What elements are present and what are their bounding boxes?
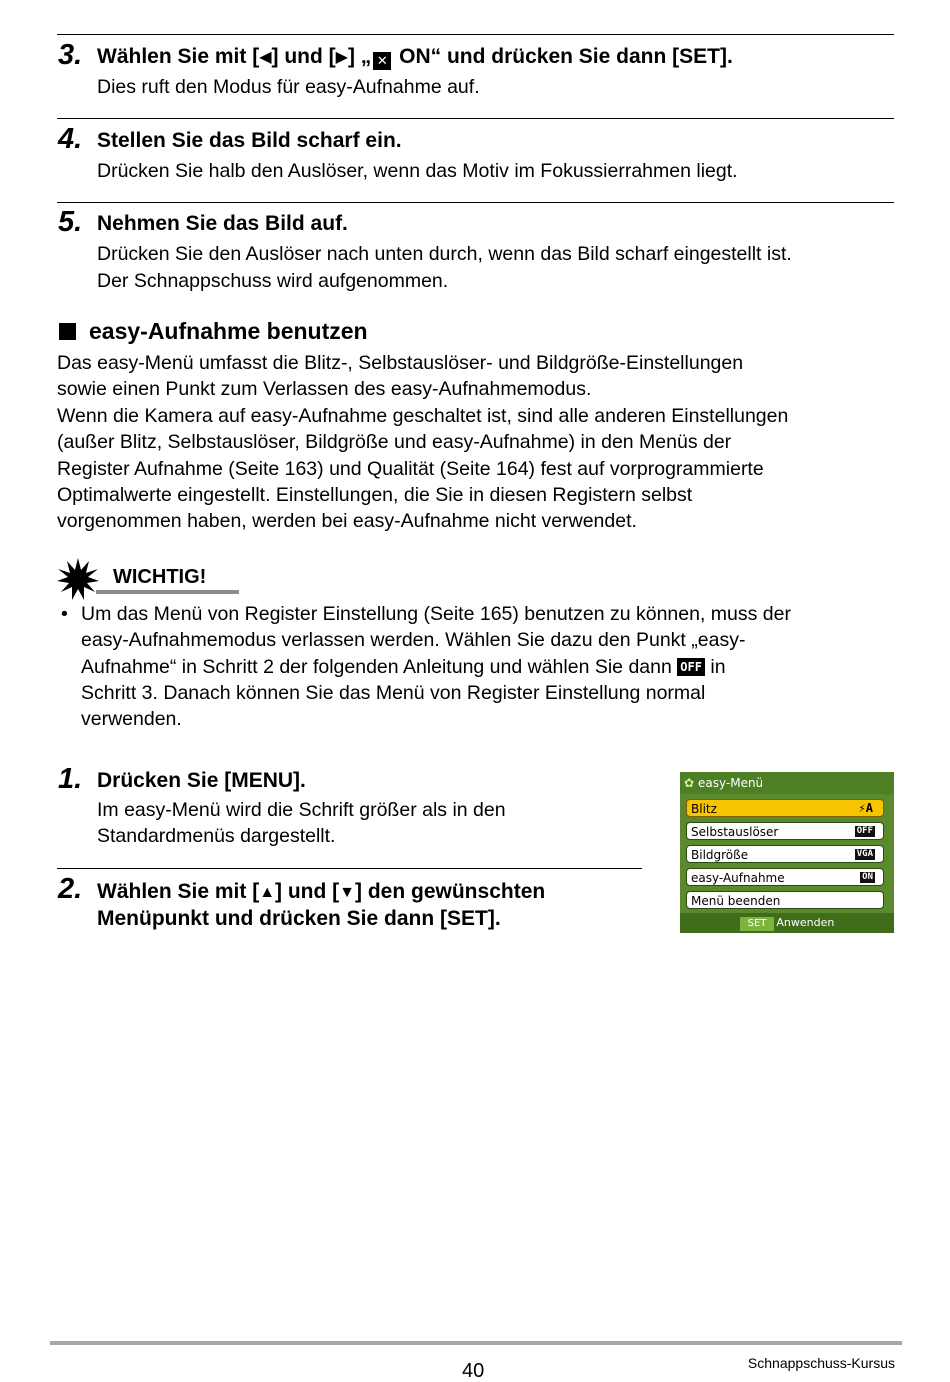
- camera-menu-item-label: Menü beenden: [691, 894, 781, 908]
- camera-menu-footer: [680, 913, 894, 933]
- section-paragraph-1-line1: Das easy-Menü umfasst die Blitz-, Selbstauslöser- und Bildgröße-Einstellungen: [57, 352, 744, 374]
- right-arrow-icon: ▶: [335, 49, 348, 66]
- step-2-title-line1: [97, 878, 545, 906]
- important-line5: verwenden.: [81, 708, 182, 730]
- important-line3: [81, 654, 726, 681]
- divider: [57, 202, 894, 203]
- important-burst-icon: [57, 558, 99, 600]
- camera-menu-item-label: Bildgröße: [691, 848, 749, 862]
- camera-menu-item-value: ON: [862, 872, 873, 882]
- important-line1: Um das Menü von Register Einstellung (Seite 165) benutzen zu können, muss der: [81, 603, 791, 625]
- section-paragraph-2-line2: (außer Blitz, Selbstauslöser, Bildgröße und easy-Aufnahme) in den Menüs der: [57, 431, 732, 453]
- step-5-number: 5.: [58, 206, 83, 238]
- step-5-text-line1: Drücken Sie den Auslöser nach unten durch, wenn das Bild scharf eingestellt ist.: [97, 243, 792, 265]
- camera-menu-screen: [680, 772, 894, 933]
- section-paragraph-2-line4: Optimalwerte eingestellt. Einstellungen, die Sie in diesen Registern selbst: [57, 484, 693, 506]
- step-2-number: 2.: [58, 873, 83, 905]
- step-3-title: [97, 43, 733, 71]
- camera-menu-item-easy-aufnahme: [686, 868, 884, 886]
- flash-auto-icon: ⚡A: [858, 801, 873, 815]
- easy-menu-icon: ✿: [684, 776, 695, 790]
- section-heading: easy-Aufnahme benutzen: [89, 318, 368, 344]
- important-line3-pre: Aufnahme“ in Schritt 2 der folgenden Anleitung und wählen Sie dann: [81, 656, 672, 678]
- step-3-number: 3.: [58, 39, 83, 71]
- step-3-text: Dies ruft den Modus für easy-Aufnahme auf.: [97, 76, 480, 98]
- up-arrow-icon: ▲: [259, 884, 276, 901]
- step-5-text-line2: Der Schnappschuss wird aufgenommen.: [97, 270, 449, 292]
- easy-mode-icon: ✕: [373, 52, 391, 70]
- footer-rule: [50, 1341, 902, 1345]
- camera-menu-item-label: Selbstauslöser: [691, 825, 779, 839]
- camera-menu-item-value: OFF: [856, 826, 873, 836]
- divider: [57, 34, 894, 35]
- left-arrow-icon: ◀: [259, 49, 272, 66]
- camera-menu-item-selbstausloeser: [686, 822, 884, 840]
- section-paragraph-2-line5: vorgenommen haben, werden bei easy-Aufnahme nicht verwendet.: [57, 510, 637, 532]
- camera-menu-item-value: VGA: [856, 849, 873, 859]
- important-label: WICHTIG!: [113, 566, 207, 588]
- camera-set-key: SET: [740, 917, 775, 931]
- divider: [57, 118, 894, 119]
- camera-menu-item-menue-beenden: [686, 891, 884, 909]
- step-2-title-line2: Menüpunkt und drücken Sie dann [SET].: [97, 907, 501, 930]
- page-number: 40: [462, 1360, 485, 1382]
- important-line3-post: in: [710, 656, 726, 678]
- step-1-text-line1: Im easy-Menü wird die Schrift größer als in den: [97, 799, 506, 821]
- important-line2: easy-Aufnahmemodus verlassen werden. Wählen Sie dazu den Punkt „easy-: [81, 629, 746, 651]
- step-4-text: Drücken Sie halb den Auslöser, wenn das Motiv im Fokussierrahmen liegt.: [97, 160, 738, 182]
- chapter-name: Schnappschuss-Kursus: [747, 1355, 895, 1371]
- step-1-title: Drücken Sie [MENU].: [97, 769, 306, 792]
- off-badge-icon: OFF: [677, 658, 705, 676]
- step-2-title-post: ] den gewünschten: [355, 880, 546, 903]
- step-3-title-mid2: ] „: [347, 45, 372, 68]
- section-bullet-icon: [59, 323, 76, 340]
- step-3-title-mid1: ] und [: [271, 45, 336, 68]
- camera-menu-item-bildgroesse: [686, 845, 884, 863]
- step-5-title: Nehmen Sie das Bild auf.: [97, 212, 348, 235]
- step-1-text-line2: Standardmenüs dargestellt.: [97, 825, 336, 847]
- section-paragraph-1-line2: sowie einen Punkt zum Verlassen des easy-Aufnahmemodus.: [57, 378, 592, 400]
- important-bullet: •: [61, 603, 68, 625]
- camera-footer-label: Anwenden: [776, 916, 835, 929]
- camera-menu-item-blitz: [686, 799, 884, 817]
- step-2-title-mid: ] und [: [275, 880, 340, 903]
- step-2-title-pre: Wählen Sie mit [: [97, 880, 260, 903]
- section-paragraph-2-line3: Register Aufnahme (Seite 163) und Qualität (Seite 164) fest auf vorprogrammierte: [57, 458, 764, 480]
- step-3-title-post: ON“ und drücken Sie dann [SET].: [393, 45, 733, 68]
- down-arrow-icon: ▼: [339, 884, 356, 901]
- camera-menu-title: easy-Menü: [698, 776, 764, 790]
- important-underline: [96, 590, 239, 594]
- divider: [57, 868, 642, 869]
- camera-menu-item-label: Blitz: [691, 802, 717, 816]
- step-4-title: Stellen Sie das Bild scharf ein.: [97, 129, 402, 152]
- camera-menu-header: [680, 772, 894, 794]
- step-3-title-pre: Wählen Sie mit [: [97, 45, 260, 68]
- camera-menu-item-label: easy-Aufnahme: [691, 871, 785, 885]
- section-paragraph-2-line1: Wenn die Kamera auf easy-Aufnahme geschaltet ist, sind alle anderen Einstellungen: [57, 405, 789, 427]
- step-1-number: 1.: [58, 763, 83, 795]
- important-line4: Schritt 3. Danach können Sie das Menü von Register Einstellung normal: [81, 682, 706, 704]
- step-4-number: 4.: [58, 123, 83, 155]
